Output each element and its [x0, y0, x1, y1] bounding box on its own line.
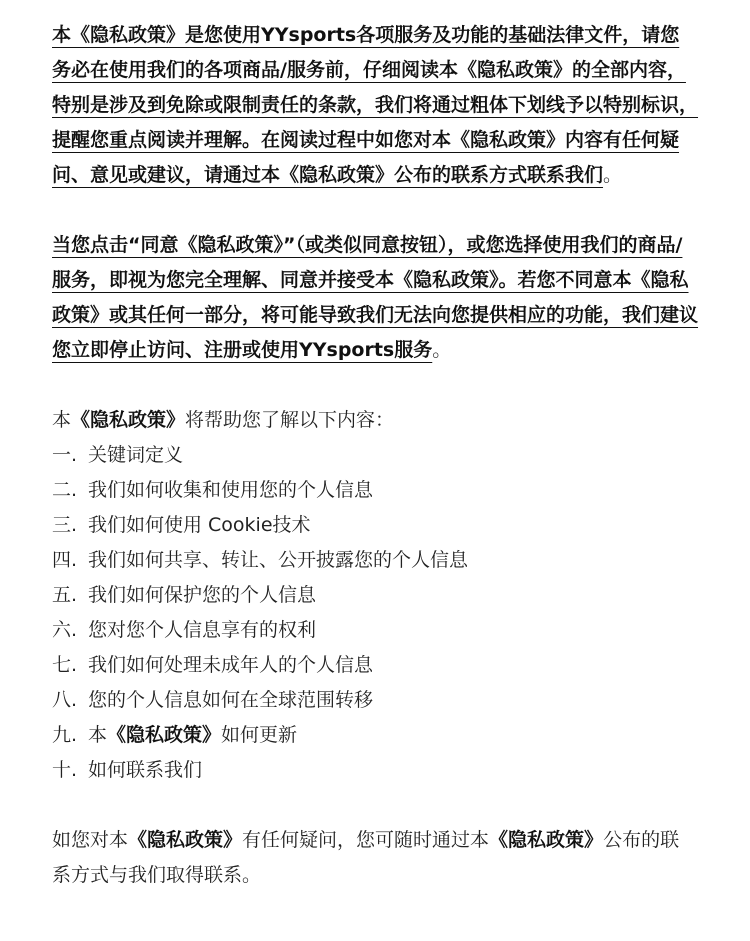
toc-item-text-prefix: 本	[88, 724, 108, 746]
toc-item-text: 您对您个人信息享有的权利	[88, 619, 317, 641]
toc-item	[52, 438, 698, 473]
toc-item	[52, 683, 698, 718]
toc-item	[52, 648, 698, 683]
toc-item-text-suffix: 如何更新	[221, 724, 298, 746]
toc-item-text: 我们如何保护您的个人信息	[88, 584, 317, 606]
toc-item	[52, 613, 698, 648]
intro-paragraph-1-text: 本《隐私政策》是您使用YYsports各项服务及功能的基础法律文件，请您务必在使用我们的各项商品/服务前，仔细阅读本《隐私政策》的全部内容，特别是涉及到免除或限制责任的条款，我们将通过粗体下划线予以特别标识，提醒您重点阅读并理解。在阅读过程中如您对本《隐私政策》内容有任何疑问、意见或建议，请通过本《隐私政策》公布的联系方式联系我们	[52, 24, 699, 186]
toc-item-text: 我们如何共享、转让、公开披露您的个人信息	[88, 549, 469, 571]
toc-item	[52, 753, 698, 788]
toc-item-number: 八.	[52, 689, 78, 711]
toc-item-text: 您的个人信息如何在全球范围转移	[88, 689, 374, 711]
closing-part-3: 公布的联系方式与我们取得联系。	[52, 829, 680, 886]
intro-paragraph-1-end: 。	[603, 164, 623, 186]
intro-paragraph-2-end: 。	[432, 339, 452, 361]
toc-lead	[52, 403, 698, 438]
toc-item-text: 我们如何使用 Cookie技术	[88, 514, 311, 536]
toc-lead-policy-name: 《隐私政策》	[71, 409, 186, 431]
toc-item-number: 九.	[52, 724, 78, 746]
intro-paragraph-2-text: 当您点击“同意《隐私政策》”（或类似同意按钮），或您选择使用我们的商品/服务，即视为您完全理解、同意并接受本《隐私政策》。若您不同意本《隐私政策》或其任何一部分，将可能导致我们无法向您提供相应的功能，我们建议您立即停止访问、注册或使用YYsports服务	[52, 234, 699, 361]
toc-item-policy-name: 《隐私政策》	[107, 724, 222, 746]
closing-policy-name-2: 《隐私政策》	[489, 829, 604, 851]
toc-item-text: 关键词定义	[88, 444, 184, 466]
toc-item-number: 四.	[52, 549, 78, 571]
toc-item	[52, 543, 698, 578]
toc-item-number: 五.	[52, 584, 78, 606]
closing-part-2: 有任何疑问，您可随时通过本	[242, 829, 490, 851]
closing-paragraph	[52, 823, 698, 893]
toc-item-number: 十.	[52, 759, 78, 781]
toc-item-text: 如何联系我们	[88, 759, 203, 781]
toc-item-number: 六.	[52, 619, 78, 641]
intro-paragraph-1	[52, 18, 698, 193]
toc-item	[52, 578, 698, 613]
toc-list	[52, 438, 698, 788]
toc-item	[52, 718, 698, 753]
toc-item-number: 七.	[52, 654, 78, 676]
intro-paragraph-2	[52, 228, 698, 368]
toc-item	[52, 473, 698, 508]
closing-policy-name-1: 《隐私政策》	[128, 829, 243, 851]
toc-item-text: 我们如何处理未成年人的个人信息	[88, 654, 374, 676]
toc-item	[52, 508, 698, 543]
toc-item-number: 三.	[52, 514, 78, 536]
closing-part-1: 如您对本	[52, 829, 129, 851]
toc-lead-prefix: 本	[52, 409, 72, 431]
toc-item-text: 我们如何收集和使用您的个人信息	[88, 479, 374, 501]
toc-item-number: 一.	[52, 444, 78, 466]
toc-item-number: 二.	[52, 479, 78, 501]
toc-lead-suffix: 将帮助您了解以下内容：	[185, 409, 395, 431]
